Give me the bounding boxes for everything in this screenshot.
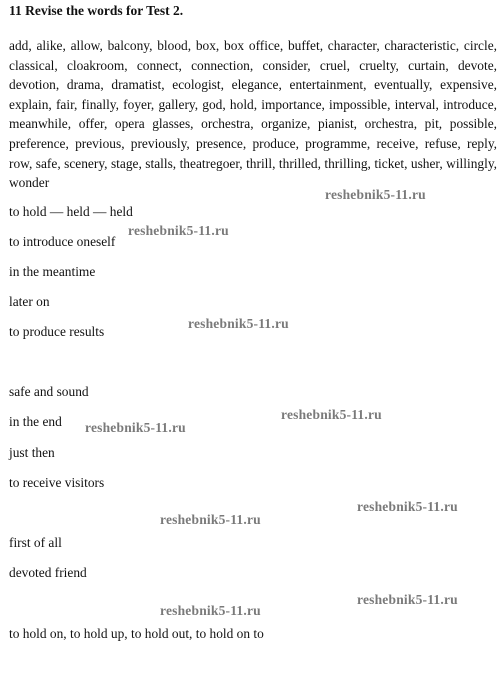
phrase-item: to hold on, to hold up, to hold out, to hold on to	[9, 626, 264, 641]
watermark: reshebnik5-11.ru	[325, 187, 426, 202]
watermark: reshebnik5-11.ru	[85, 420, 186, 435]
word-list: add, alike, allow, balcony, blood, box, box office, buffet, character, characteristic, circle, classical, cloakroom, connect, connection, consider, cruel, cruelty, curtain, devote, devotion, drama, dramatist, ecologist, elegance, entertainment, eventually, expensive, explain, fair, finally, foyer, gallery, god, hold, importance, impossible, interval, introduce, meanwhile, offer, opera glasses, orchestra, organize, pianist, orchestra, pit, possible, preference, previous, previously, presence, produce, programme, receive, refuse, reply, row, safe, scenery, stage, stalls, theatregoer, thrill, thrilled, thrilling, ticket, usher, willingly, wonder	[9, 38, 497, 191]
watermark: reshebnik5-11.ru	[128, 223, 229, 238]
phrase-item: to produce results	[9, 324, 105, 339]
watermark: reshebnik5-11.ru	[357, 592, 458, 607]
phrase-item: in the end	[9, 414, 62, 429]
watermark: reshebnik5-11.ru	[188, 316, 289, 331]
phrase-item: to hold — held — held	[9, 204, 133, 219]
phrase-item: in the meantime	[9, 264, 96, 279]
phrase-item: just then	[9, 445, 55, 460]
exercise-heading: 11 Revise the words for Test 2.	[9, 3, 184, 18]
phrase-item: first of all	[9, 535, 62, 550]
phrase-item: to introduce oneself	[9, 234, 116, 249]
phrase-item: later on	[9, 294, 50, 309]
phrase-item: devoted friend	[9, 565, 87, 580]
watermark: reshebnik5-11.ru	[357, 499, 458, 514]
watermark: reshebnik5-11.ru	[281, 407, 382, 422]
phrase-item: to receive visitors	[9, 475, 105, 490]
watermark: reshebnik5-11.ru	[160, 603, 261, 618]
phrase-item: safe and sound	[9, 384, 89, 399]
watermark: reshebnik5-11.ru	[160, 512, 261, 527]
